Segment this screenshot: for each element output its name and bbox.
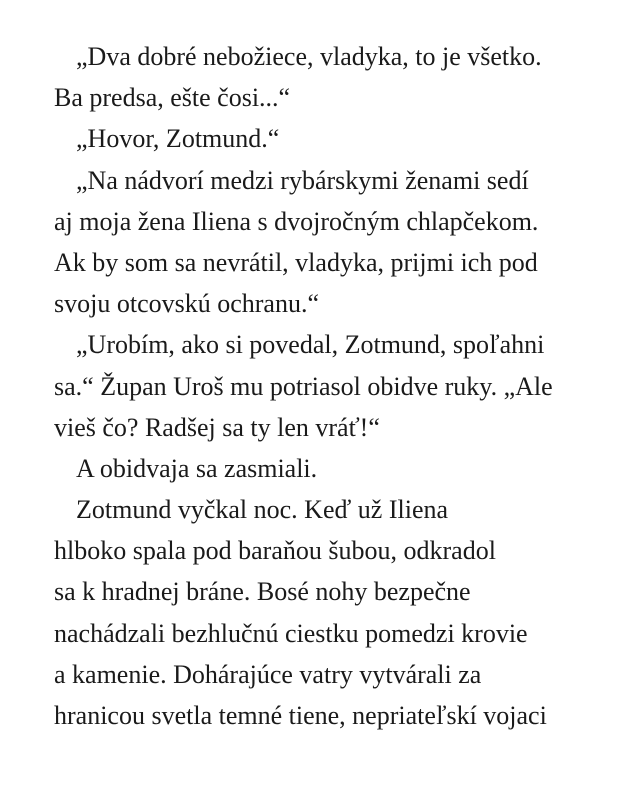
text-line: sa k hradnej bráne. Bosé nohy bezpečne [54, 577, 471, 607]
text-line: svoju otcovskú ochranu.“ [54, 289, 320, 319]
text-line: vieš čo? Radšej sa ty len vráť!“ [54, 412, 380, 442]
text-line: „Hovor, Zotmund.“ [76, 124, 280, 154]
text-line: sa.“ Župan Uroš mu potriasol obidve ruky. „Ale [54, 371, 553, 401]
text-line: A obidvaja sa zasmiali. [76, 453, 318, 483]
text-line: a kamenie. Dohárajúce vatry vytvárali za [54, 659, 482, 689]
text-line: nachádzali bezhlučnú ciestku pomedzi krovie [54, 618, 528, 648]
text-line: „Dva dobré nebožiece, vladyka, to je všetko. [76, 42, 542, 71]
text-line: „Na nádvorí medzi rybárskymi ženami sedí [76, 165, 529, 195]
text-line: hlboko spala pod baraňou šubou, odkradol [54, 536, 496, 566]
text-line: „Urobím, ako si povedal, Zotmund, spoľahni [76, 330, 545, 360]
text-line: hranicou svetla temné tiene, nepriateľskí vojaci [54, 701, 547, 730]
text-line: Ak by som sa nevrátil, vladyka, prijmi ich pod [54, 247, 538, 277]
text-line: Ba predsa, ešte čosi...“ [54, 83, 291, 113]
text-line: Zotmund vyčkal noc. Keď už Iliena [76, 495, 449, 525]
text-line: aj moja žena Iliena s dvojročným chlapčekom. [54, 206, 539, 236]
